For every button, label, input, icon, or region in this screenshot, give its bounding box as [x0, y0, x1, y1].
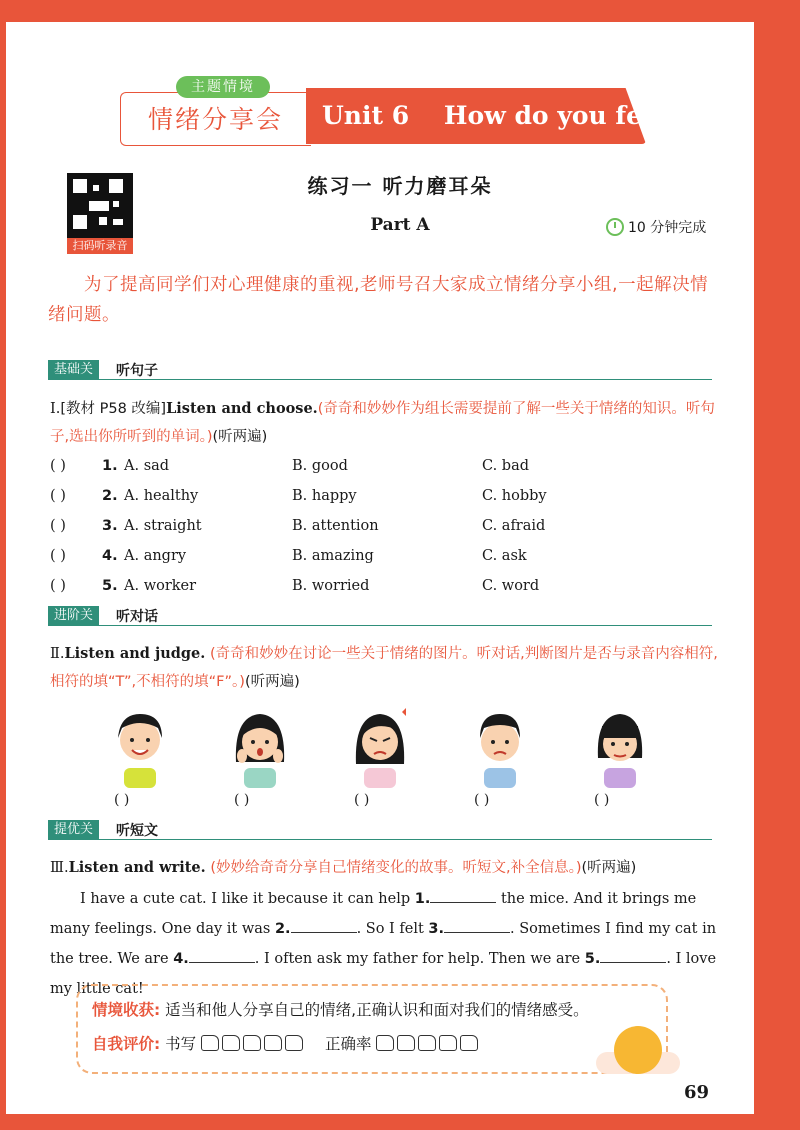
page-frame-bottom — [0, 1114, 800, 1130]
face-worried-boy-icon — [470, 706, 530, 788]
theme-title: 情绪分享会 — [148, 105, 284, 134]
blank-1-input[interactable] — [430, 888, 496, 903]
answer-paren[interactable]: ( ) — [50, 578, 66, 594]
option-b: B. happy — [292, 488, 357, 504]
writing-label: 书写 — [165, 1035, 197, 1053]
answer-paren[interactable]: ( ) — [50, 458, 66, 474]
unit-title: Unit 6 How do you feel? — [322, 101, 683, 130]
qr-caption: 扫码听录音 — [67, 238, 133, 254]
option-a: A. straight — [124, 518, 202, 534]
q1-hint: (奇奇和妙妙作为组长需要提前了解一些关于情绪的知识。听句子,选出你所听到的单词。) — [50, 401, 715, 445]
item-number: 4. — [102, 548, 118, 564]
theme-tag: 主题情境 — [176, 76, 270, 98]
judge-answer-5[interactable]: ( ) — [594, 792, 610, 808]
self-eval-key: 自我评价: — [92, 1035, 161, 1053]
judge-answer-2[interactable]: ( ) — [234, 792, 250, 808]
q3-instruction: Listen and write. — [68, 859, 206, 876]
section-label-advanced: 听对话 — [116, 609, 158, 625]
q1-instruction: Listen and choose. — [166, 400, 318, 417]
question-3-header — [50, 854, 718, 882]
q2-roman: Ⅱ. — [50, 646, 65, 662]
option-a: A. healthy — [124, 488, 199, 504]
q2-times: (听两遍) — [244, 674, 300, 690]
thumb-icon[interactable] — [376, 1035, 394, 1051]
q3-times: (听两遍) — [581, 860, 637, 876]
thumb-icon[interactable] — [439, 1035, 457, 1051]
face-angry-girl-icon — [350, 706, 410, 788]
thumb-icon[interactable] — [243, 1035, 261, 1051]
summary-gain — [92, 998, 589, 1020]
q1-item — [50, 578, 730, 600]
blank-5-input[interactable] — [600, 948, 666, 963]
thumb-icon[interactable] — [222, 1035, 240, 1051]
answer-paren[interactable]: ( ) — [50, 548, 66, 564]
option-c: C. word — [482, 578, 540, 594]
blank-number: 5. — [584, 951, 601, 967]
summary-gain-text: 适当和他人分享自己的情绪,正确认识和面对我们的情绪感受。 — [165, 1001, 589, 1019]
passage-text: . Sometimes I find my cat in the tree. We are — [50, 921, 717, 967]
accuracy-label: 正确率 — [325, 1035, 372, 1053]
option-c: C. afraid — [482, 518, 546, 534]
answer-paren[interactable]: ( ) — [50, 488, 66, 504]
blank-number: 2. — [274, 921, 291, 937]
section-label-basic: 听句子 — [116, 363, 158, 379]
q3-hint: (妙妙给奇奇分享自己情绪变化的故事。听短文,补全信息。) — [210, 860, 582, 876]
part-title: Part A — [370, 215, 430, 235]
section-label-expert: 听短文 — [116, 823, 158, 839]
answer-paren[interactable]: ( ) — [50, 518, 66, 534]
section-tag-advanced: 进阶关 — [48, 606, 99, 626]
section-tag-expert: 提优关 — [48, 820, 99, 840]
passage-text: I have a cute cat. I like it because it can help — [80, 891, 411, 907]
section-divider — [48, 839, 712, 840]
blank-number: 4. — [173, 951, 189, 967]
section-divider — [48, 379, 712, 380]
q3-roman: Ⅲ. — [50, 860, 69, 876]
q1-source: [教材 P58 改编] — [60, 401, 167, 417]
q1-item — [50, 488, 730, 510]
question-2-header — [50, 640, 718, 696]
judge-answer-3[interactable]: ( ) — [354, 792, 370, 808]
option-b: B. good — [292, 458, 348, 474]
option-b: B. worried — [292, 578, 370, 594]
passage-text: the mice. And it brings me many feelings. One day it was — [50, 891, 697, 937]
summary-gain-key: 情境收获: — [92, 1001, 161, 1019]
page-number: 69 — [684, 1082, 710, 1103]
intro-text: 为了提高同学们对心理健康的重视,老师号召大家成立情绪分享小组,一起解决情绪问题。 — [48, 275, 709, 325]
option-c: C. ask — [482, 548, 527, 564]
judge-answer-4[interactable]: ( ) — [474, 792, 490, 808]
blank-number: 3. — [428, 921, 445, 937]
blank-4-input[interactable] — [189, 948, 255, 963]
q1-roman: Ⅰ. — [50, 401, 61, 417]
q1-item — [50, 548, 730, 570]
face-surprised-girl-icon — [230, 706, 290, 788]
passage-text: . So I felt — [356, 921, 424, 937]
blank-number: 1. — [414, 891, 431, 907]
q1-times: (听两遍) — [212, 429, 268, 445]
passage-text: . I love my little cat! — [50, 951, 717, 997]
thumb-icon[interactable] — [285, 1035, 303, 1051]
question-1-header — [50, 395, 718, 451]
section-tag-basic: 基础关 — [48, 360, 99, 380]
thumb-icon[interactable] — [201, 1035, 219, 1051]
item-number: 5. — [102, 578, 118, 594]
time-limit: 10 分钟完成 — [628, 220, 707, 236]
face-happy-boy-icon — [110, 706, 170, 788]
option-a: A. worker — [124, 578, 197, 594]
sun-icon — [614, 1026, 662, 1074]
thumb-icon[interactable] — [418, 1035, 436, 1051]
option-a: A. sad — [124, 458, 170, 474]
clock-icon — [606, 218, 624, 236]
option-b: B. amazing — [292, 548, 374, 564]
self-evaluation — [92, 1032, 481, 1054]
section-divider — [48, 625, 712, 626]
option-b: B. attention — [292, 518, 379, 534]
judge-answer-1[interactable]: ( ) — [114, 792, 130, 808]
q1-item — [50, 458, 730, 480]
option-c: C. hobby — [482, 488, 547, 504]
q2-hint: (奇奇和妙妙在讨论一些关于情绪的图片。听对话,判断图片是否与录音内容相符,相符的填“T”,不相符的填“F”。) — [50, 646, 718, 690]
thumb-icon[interactable] — [460, 1035, 478, 1051]
blank-3-input[interactable] — [444, 918, 510, 933]
page-frame-top — [0, 0, 800, 22]
exercise-title: 练习一 听力磨耳朵 — [307, 174, 493, 198]
item-number: 3. — [102, 518, 118, 534]
item-number: 2. — [102, 488, 118, 504]
option-a: A. angry — [124, 548, 187, 564]
face-sad-girl-icon — [590, 706, 650, 788]
q1-item — [50, 518, 730, 540]
passage-text: . I often ask my father for help. Then we are — [254, 951, 581, 967]
blank-2-input[interactable] — [291, 918, 357, 933]
thumb-icon[interactable] — [264, 1035, 282, 1051]
thumb-icon[interactable] — [397, 1035, 415, 1051]
item-number: 1. — [102, 458, 118, 474]
q2-instruction: Listen and judge. — [64, 645, 206, 662]
option-c: C. bad — [482, 458, 530, 474]
